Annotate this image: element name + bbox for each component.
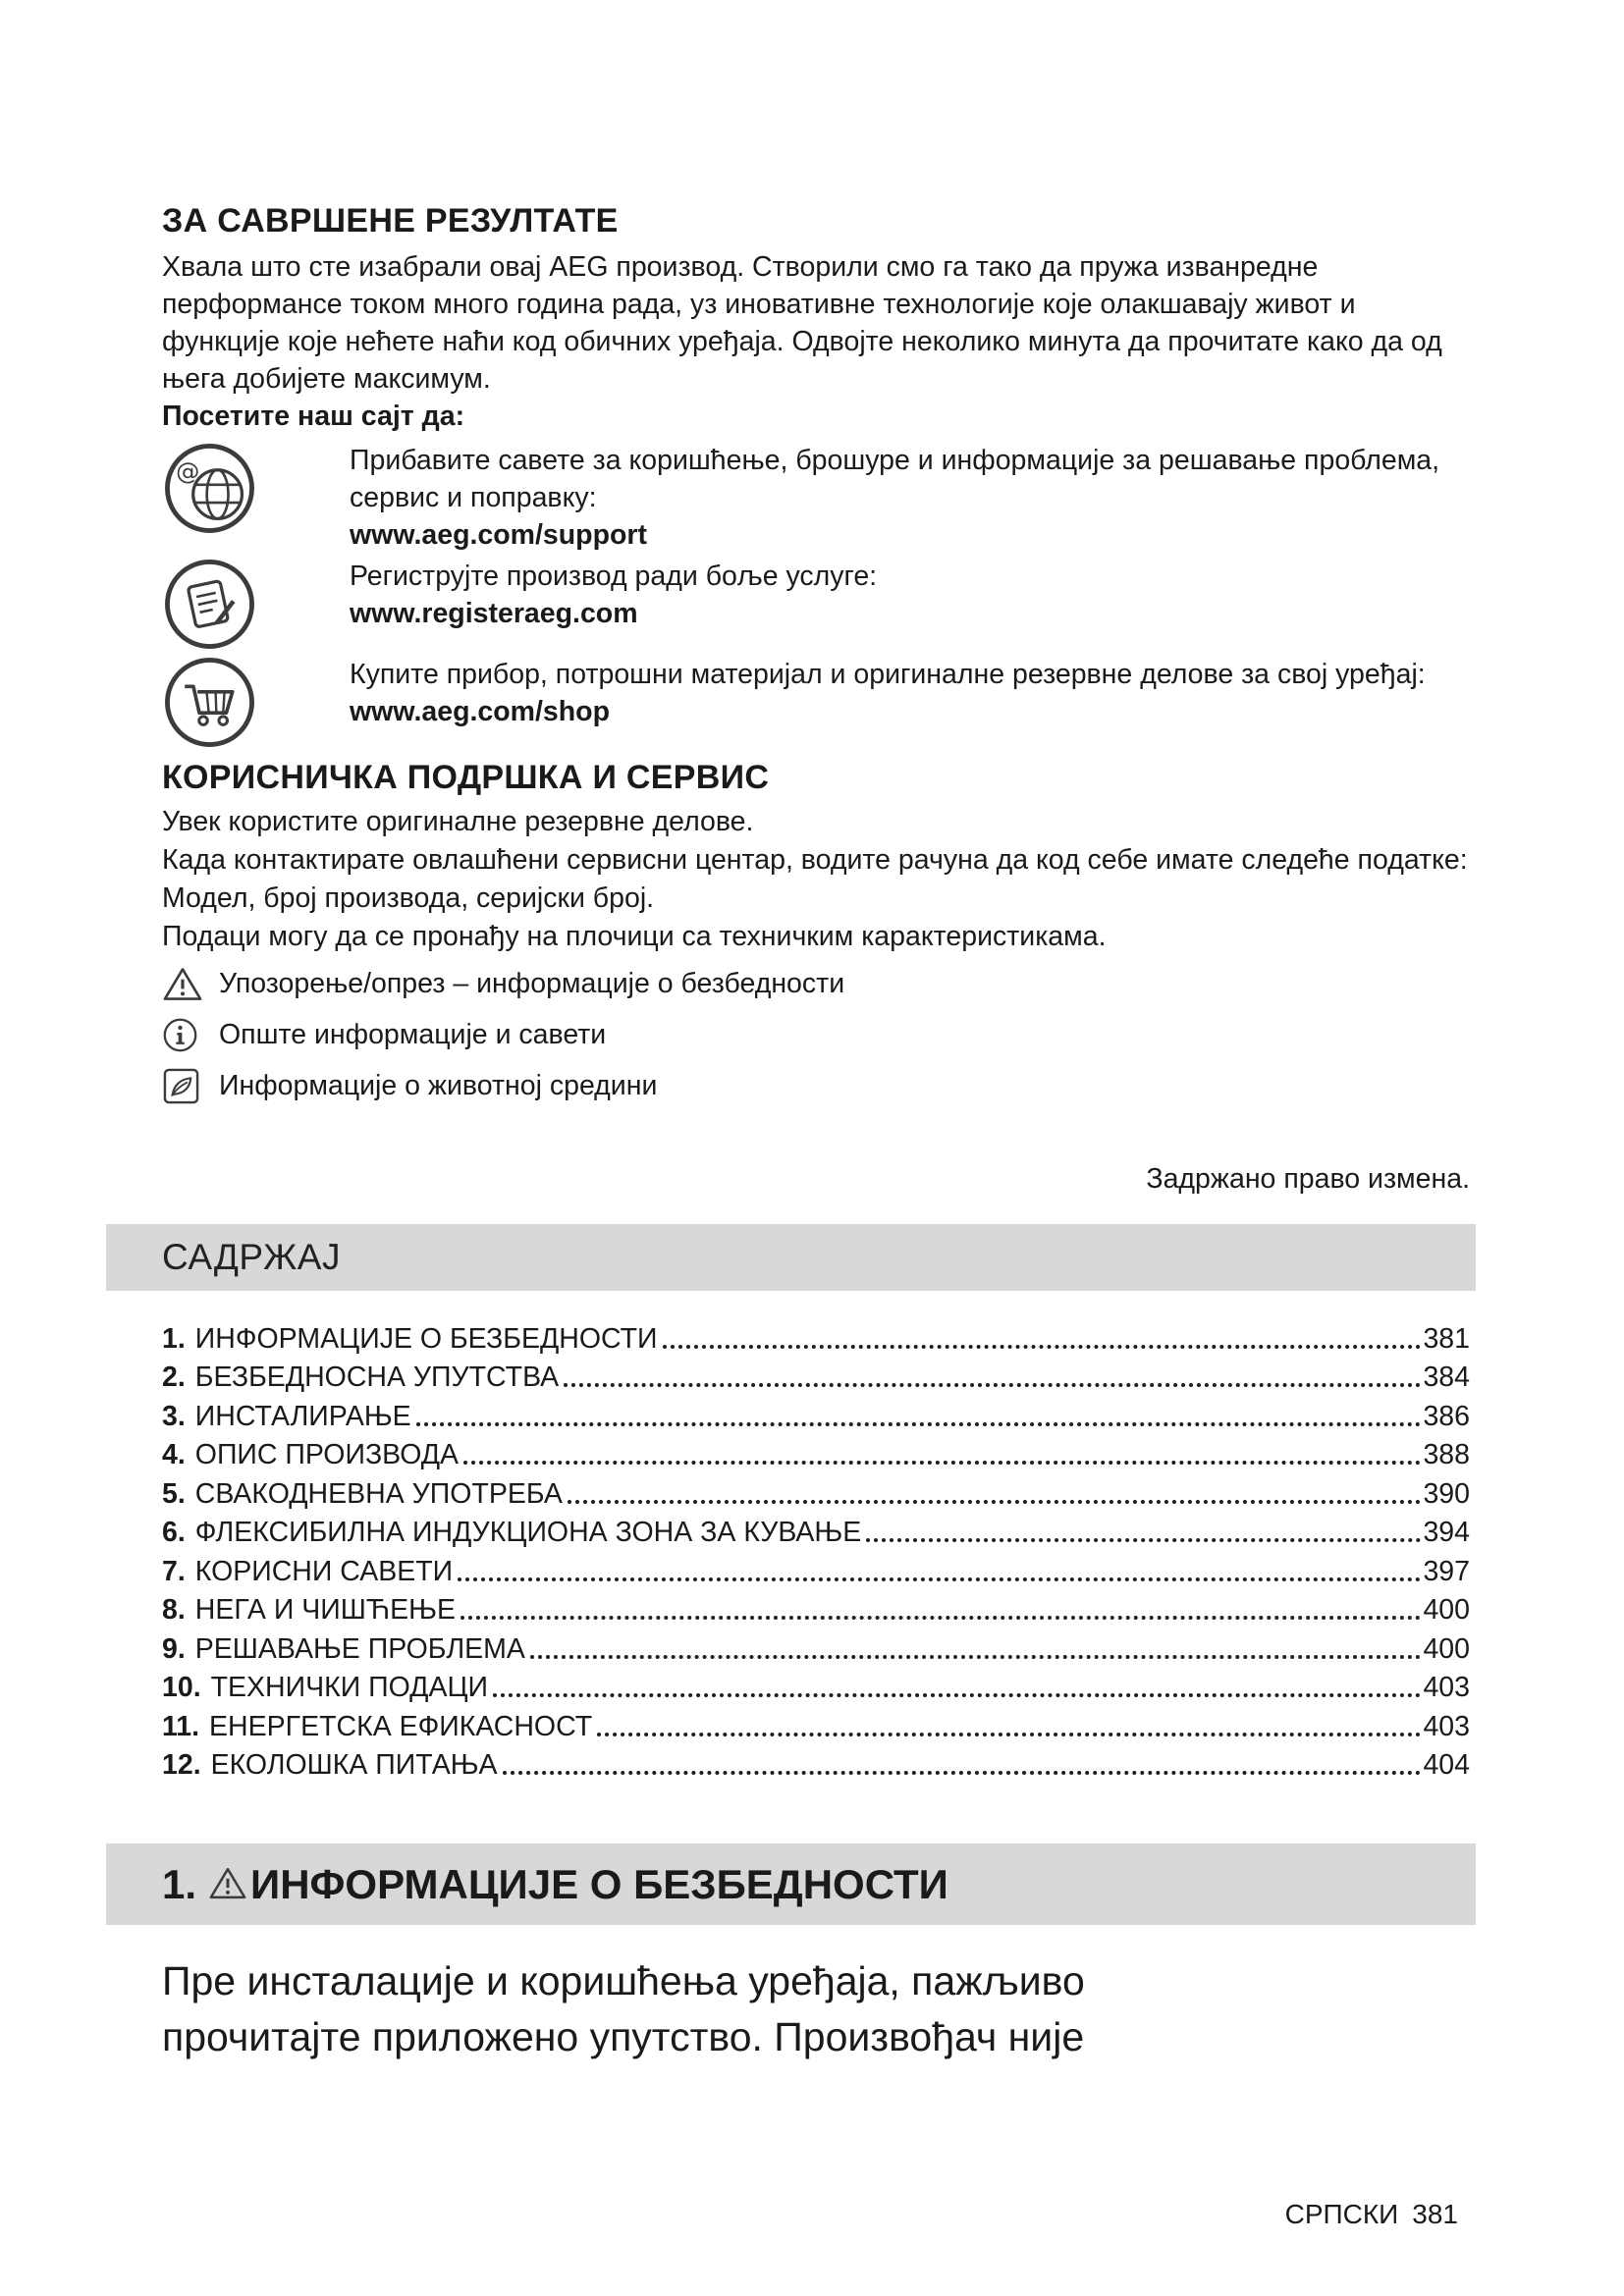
toc-dot-leader [568,1500,1421,1504]
page-footer [162,2199,1458,2230]
toc-item-page: 403 [1423,1710,1470,1742]
toc-item-page: 388 [1423,1439,1470,1470]
toc-item[interactable] [162,1706,1470,1745]
toc-item-page: 394 [1423,1517,1470,1548]
toc-item-page: 381 [1423,1322,1470,1355]
legend-label: Опште информације и савети [219,1018,607,1050]
toc-item[interactable] [162,1551,1470,1590]
legend-label: Информације о животној средини [219,1069,658,1101]
toc-dot-leader [663,1345,1422,1349]
toc-dot-leader [463,1461,1421,1465]
support-text-line: Подаци могу да се пронађу на плочици са техничким карактеристикама. [162,921,1107,952]
toc-item-page: 403 [1423,1672,1470,1703]
toc-item-label: РЕШАВАЊЕ ПРОБЛЕМА [194,1632,525,1665]
toc-item-number: 6. [162,1517,186,1548]
section1-title-row [162,1861,948,1908]
warning-icon [162,965,207,1002]
toc-item-number: 2. [162,1362,186,1393]
toc-dot-leader [503,1771,1422,1775]
toc-item-label: ОПИС ПРОИЗВОДА [194,1439,460,1470]
section-title: ИНФОРМАЦИЈЕ О БЕЗБЕДНОСТИ [250,1860,948,1907]
globe-icon [162,441,257,536]
eco-icon [162,1067,207,1105]
toc-item-label: ТЕХНИЧКИ ПОДАЦИ [210,1672,489,1703]
link-body [350,557,877,652]
legend-item [162,958,1470,1009]
toc-item-label: КОРИСНИ САВЕТИ [194,1555,454,1587]
link-row [162,441,1470,554]
support-section-title: КОРИСНИЧКА ПОДРШКА И СЕРВИС [162,759,770,796]
legend-item [162,1009,1470,1060]
link-row [162,655,1470,750]
svg-text:@: @ [176,456,200,486]
toc-item[interactable] [162,1396,1470,1435]
section1-header-bar [106,1843,1476,1925]
toc-item[interactable] [162,1629,1470,1668]
toc-item[interactable] [162,1318,1470,1358]
toc-item-label: ЕКОЛОШКА ПИТАЊА [210,1749,498,1781]
info-icon [162,1017,207,1053]
content-column [162,201,1470,2065]
toc-header-bar [106,1224,1476,1291]
toc-item[interactable] [162,1358,1470,1397]
toc-item-number: 10. [162,1672,201,1703]
page-title: ЗА САВРШЕНЕ РЕЗУЛТАТЕ [162,202,619,240]
link-url[interactable]: www.aeg.com/shop [350,696,610,727]
toc-item-label: ИНСТАЛИРАЊЕ [194,1400,411,1432]
toc-item-number: 8. [162,1594,186,1626]
toc-item[interactable] [162,1745,1470,1785]
toc-dot-leader [866,1538,1421,1542]
toc-dot-leader [530,1655,1422,1659]
link-url[interactable]: www.aeg.com/support [350,519,647,551]
toc-dot-leader [564,1383,1421,1387]
visit-website-label: Посетите наш сајт да: [162,400,465,432]
toc-item-label: ФЛЕКСИБИЛНА ИНДУКЦИОНА ЗОНА ЗА КУВАЊЕ [194,1517,862,1548]
toc-list [162,1318,1470,1784]
toc-item-number: 3. [162,1400,186,1432]
toc-item-label: ИНФОРМАЦИЈЕ О БЕЗБЕДНОСТИ [194,1322,658,1355]
toc-item-number: 7. [162,1555,186,1587]
toc-item-label: ЕНЕРГЕТСКА ЕФИКАСНОСТ [209,1710,593,1742]
link-body [350,441,1470,554]
toc-item-page: 386 [1423,1400,1470,1432]
footer-language: СРПСКИ [1284,2199,1399,2229]
symbol-legend [162,958,1470,1111]
toc-item-page: 404 [1423,1749,1470,1781]
toc-item-number: 11. [162,1710,200,1742]
toc-item[interactable] [162,1513,1470,1552]
link-body [350,655,1426,750]
toc-item-page: 384 [1423,1362,1470,1393]
toc-dot-leader [416,1422,1422,1426]
toc-item-number: 1. [162,1322,186,1355]
toc-dot-leader [458,1577,1421,1581]
toc-item-label: НЕГА И ЧИШЋЕЊЕ [194,1594,456,1626]
rights-reserved-note: Задржано право измена. [1146,1163,1470,1195]
website-links [162,441,1470,750]
toc-title: САДРЖАЈ [162,1237,341,1277]
toc-item-number: 4. [162,1439,186,1470]
toc-item-number: 12. [162,1749,201,1781]
cart-icon [162,655,257,750]
toc-item-label: СВАКОДНЕВНА УПОТРЕБА [194,1477,563,1510]
legend-item [162,1060,1470,1111]
toc-item-label: БЕЗБЕДНОСНА УПУТСТВА [194,1362,560,1393]
toc-item[interactable] [162,1590,1470,1629]
link-row [162,557,1470,652]
register-icon [162,557,257,652]
intro-paragraph: Хвала што сте изабрали овај AEG производ. Створили смо га тако да пружа изванредне перформансе током много година рада, уз иновативне технологије које олакшавају живот и функције које нећете наћи код обичних уређаја. Одвојте неколико минута да прочитате како да од њега добијете максимум. [162,251,1442,395]
toc-item-number: 5. [162,1477,186,1510]
support-text [162,803,1470,956]
section1-paragraph [162,1953,1470,2065]
section1-paragraph-line: прочитајте приложено упутство. Произвођач није [162,2014,1085,2059]
toc-item-number: 9. [162,1632,186,1665]
toc-item-page: 400 [1423,1632,1470,1665]
toc-item[interactable] [162,1473,1470,1513]
legend-label: Упозорење/опрез – информације о безбедности [219,967,845,999]
toc-item-page: 397 [1423,1555,1470,1587]
footer-page-number: 381 [1412,2199,1458,2229]
section1-paragraph-line: Пре инсталације и коришћења уређаја, пажљиво [162,1958,1085,2003]
link-description: Купите прибор, потрошни материјал и оригиналне резервне делове за свој уређај: [350,659,1426,690]
link-description: Прибавите савете за коришћење, брошуре и информације за решавање проблема, сервис и поправку: [350,445,1440,513]
toc-dot-leader [493,1693,1421,1697]
toc-item[interactable] [162,1668,1470,1707]
toc-item-page: 400 [1423,1594,1470,1626]
warning-icon [208,1865,247,1900]
toc-dot-leader [597,1733,1421,1736]
toc-item[interactable] [162,1435,1470,1474]
section-number: 1. [162,1860,197,1907]
link-description: Региструјте производ ради боље услуге: [350,561,878,592]
toc-dot-leader [460,1616,1421,1620]
link-url[interactable]: www.registeraeg.com [350,598,638,629]
toc-item-page: 390 [1423,1477,1470,1510]
support-text-line: Када контактирате овлашћени сервисни центар, водите рачуна да код себе имате следеће податке: Модел, број производа, серијски број. [162,844,1468,914]
support-text-line: Увек користите оригиналне резервне делове. [162,806,754,837]
